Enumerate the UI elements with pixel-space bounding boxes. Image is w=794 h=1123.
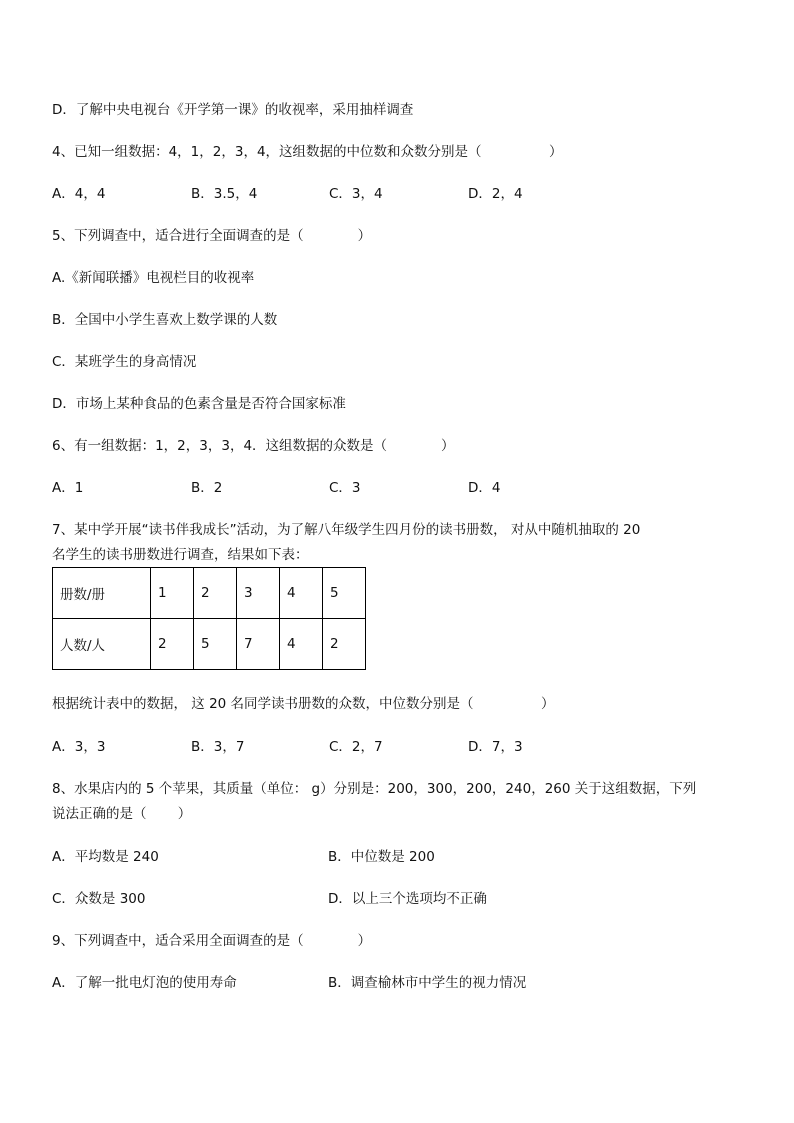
q4-option-d: D．2，4 bbox=[468, 186, 523, 202]
q6-options bbox=[52, 479, 752, 497]
q6-option-a: A．1 bbox=[52, 480, 84, 496]
table-cell: 2 bbox=[194, 568, 237, 619]
q9-option-b: B．调查榆林市中学生的视力情况 bbox=[328, 975, 527, 991]
q8-options-row1 bbox=[52, 848, 752, 866]
q4-option-a: A．4，4 bbox=[52, 186, 106, 202]
q4-stem: 4、已知一组数据：4，1，2，3，4，这组数据的中位数和众数分别是（ ） bbox=[52, 144, 563, 160]
table-cell: 7 bbox=[237, 619, 280, 670]
table-cell: 1 bbox=[151, 568, 194, 619]
q7-question: 根据统计表中的数据， 这 20 名同学读书册数的众数，中位数分别是（ ） bbox=[52, 696, 555, 712]
q7-option-b: B．3，7 bbox=[191, 739, 245, 755]
table-row-header: 册数/册 bbox=[53, 568, 151, 619]
q5-option-a: A.《新闻联播》电视栏目的收视率 bbox=[52, 270, 255, 286]
q5-option-d: D．市场上某种食品的色素含量是否符合国家标准 bbox=[52, 396, 346, 412]
table-cell: 4 bbox=[280, 619, 323, 670]
q4-options bbox=[52, 185, 752, 203]
q7-option-c: C．2，7 bbox=[329, 739, 383, 755]
q7-stem-line1: 7、某中学开展“读书伴我成长”活动，为了解八年级学生四月份的读书册数， 对从中随机抽取的 20 bbox=[52, 522, 641, 538]
q9-option-a: A．了解一批电灯泡的使用寿命 bbox=[52, 975, 237, 991]
q7-stem-line2: 名学生的读书册数进行调查，结果如下表： bbox=[52, 547, 309, 563]
table-row-header: 人数/人 bbox=[53, 619, 151, 670]
q6-option-d: D．4 bbox=[468, 480, 501, 496]
q5-option-c: C．某班学生的身高情况 bbox=[52, 354, 197, 370]
q6-stem: 6、有一组数据：1，2，3，3，4．这组数据的众数是（ ） bbox=[52, 438, 455, 454]
table-cell: 2 bbox=[323, 619, 366, 670]
q8-stem-line1: 8、水果店内的 5 个苹果，其质量（单位： g）分别是：200，300，200，240，260 关于这组数据，下列 bbox=[52, 781, 697, 797]
q6-option-b: B．2 bbox=[191, 480, 223, 496]
q8-options-row2 bbox=[52, 890, 752, 908]
q8-stem-line2: 说法正确的是（ ） bbox=[52, 806, 192, 822]
q8-option-c: C．众数是 300 bbox=[52, 891, 146, 907]
q8-option-a: A．平均数是 240 bbox=[52, 849, 159, 865]
q7-option-a: A．3，3 bbox=[52, 739, 106, 755]
table-cell: 2 bbox=[151, 619, 194, 670]
q4-option-c: C．3，4 bbox=[329, 186, 383, 202]
table-cell: 5 bbox=[194, 619, 237, 670]
table-row bbox=[53, 619, 366, 670]
q9-options bbox=[52, 974, 752, 992]
q9-stem: 9、下列调查中，适合采用全面调查的是（ ） bbox=[52, 933, 372, 949]
table-row bbox=[53, 568, 366, 619]
q5-option-b: B．全国中小学生喜欢上数学课的人数 bbox=[52, 312, 278, 328]
q3-option-d: D．了解中央电视台《开学第一课》的收视率，采用抽样调查 bbox=[52, 102, 414, 118]
q4-option-b: B．3.5，4 bbox=[191, 186, 258, 202]
q8-option-d: D．以上三个选项均不正确 bbox=[328, 891, 487, 907]
q5-stem: 5、下列调查中，适合进行全面调查的是（ ） bbox=[52, 228, 372, 244]
table-cell: 5 bbox=[323, 568, 366, 619]
q8-option-b: B．中位数是 200 bbox=[328, 849, 435, 865]
q7-options bbox=[52, 738, 752, 756]
q6-option-c: C．3 bbox=[329, 480, 361, 496]
q7-statistics-table bbox=[52, 567, 366, 670]
q7-option-d: D．7，3 bbox=[468, 739, 523, 755]
table-cell: 4 bbox=[280, 568, 323, 619]
table-cell: 3 bbox=[237, 568, 280, 619]
